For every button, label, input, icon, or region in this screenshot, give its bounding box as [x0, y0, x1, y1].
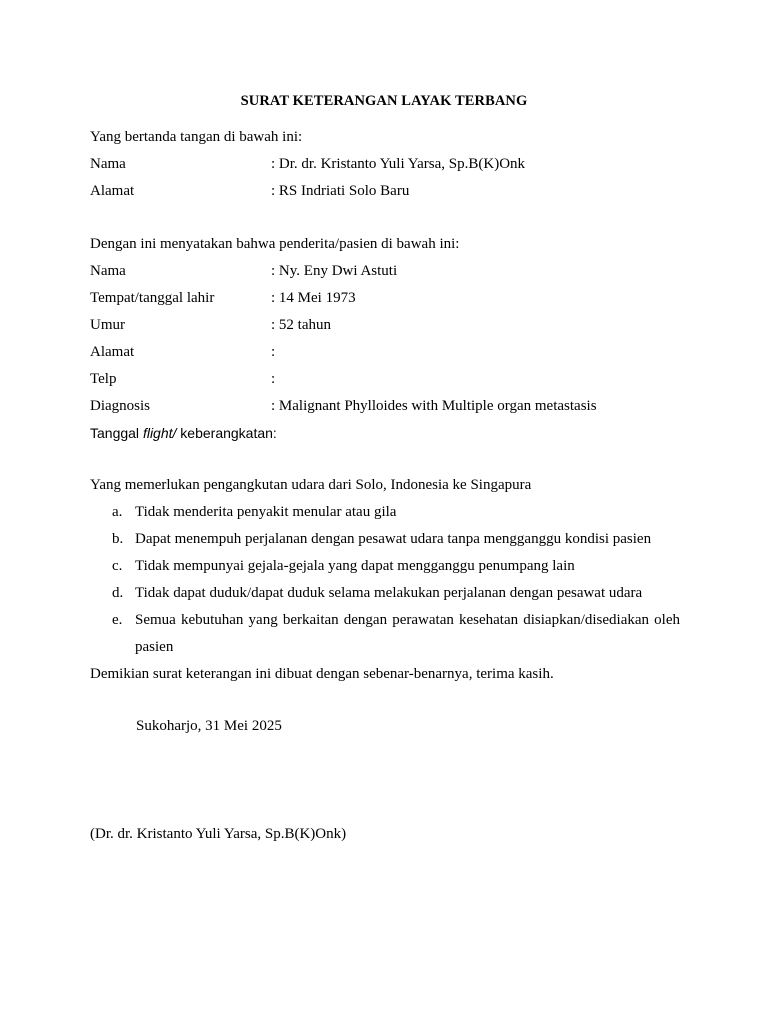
condition-text: Tidak menderita penyakit menular atau gila [135, 504, 397, 520]
list-marker: d. [112, 585, 124, 601]
field-label: Nama [90, 156, 126, 172]
field-label: Tempat/tanggal lahir [90, 290, 215, 306]
condition-text-continuation: pasien [135, 639, 174, 655]
field-label: Nama [90, 263, 126, 279]
condition-text: Tidak mempunyai gejala-gejala yang dapat mengganggu penumpang lain [135, 558, 575, 574]
list-marker: b. [112, 531, 124, 547]
field-label: Diagnosis [90, 398, 150, 414]
field-value: : Ny. Eny Dwi Astuti [271, 263, 398, 279]
patient-intro-text: Dengan ini menyatakan bahwa penderita/pasien di bawah ini: [90, 236, 460, 252]
intro-text: Yang bertanda tangan di bawah ini: [90, 129, 303, 145]
field-value: : RS Indriati Solo Baru [271, 183, 410, 199]
place-date: Sukoharjo, 31 Mei 2025 [136, 718, 282, 734]
list-marker: a. [112, 504, 123, 520]
flight-date-prefix: Tanggal [90, 425, 143, 441]
field-value: : [271, 371, 276, 387]
list-marker: e. [112, 612, 123, 628]
flight-date-italic: flight/ [142, 425, 177, 441]
flight-date-suffix: keberangkatan: [176, 425, 277, 441]
condition-text: Tidak dapat duduk/dapat duduk selama melakukan perjalanan dengan pesawat udara [135, 585, 643, 601]
field-label: Alamat [90, 183, 135, 199]
condition-text: Dapat menempuh perjalanan dengan pesawat udara tanpa mengganggu kondisi pasien [135, 531, 652, 547]
field-value: : Dr. dr. Kristanto Yuli Yarsa, Sp.B(K)Onk [271, 156, 526, 172]
field-label: Umur [90, 317, 125, 333]
closing-text: Demikian surat keterangan ini dibuat dengan sebenar-benarnya, terima kasih. [90, 666, 554, 682]
condition-text: Semua kebutuhan yang berkaitan dengan perawatan kesehatan disiapkan/disediakan oleh [135, 612, 680, 628]
transport-text: Yang memerlukan pengangkutan udara dari Solo, Indonesia ke Singapura [90, 477, 532, 493]
letter-title: SURAT KETERANGAN LAYAK TERBANG [240, 93, 528, 109]
field-value: : 14 Mei 1973 [271, 290, 356, 306]
field-value: : [271, 344, 276, 360]
field-label: Telp [90, 371, 117, 387]
signature-name: (Dr. dr. Kristanto Yuli Yarsa, Sp.B(K)Onk) [90, 826, 347, 842]
field-value: : 52 tahun [271, 317, 331, 333]
field-value: : Malignant Phylloides with Multiple organ metastasis [271, 398, 597, 414]
flight-date-line [90, 423, 277, 443]
list-marker: c. [112, 558, 123, 574]
field-label: Alamat [90, 344, 135, 360]
